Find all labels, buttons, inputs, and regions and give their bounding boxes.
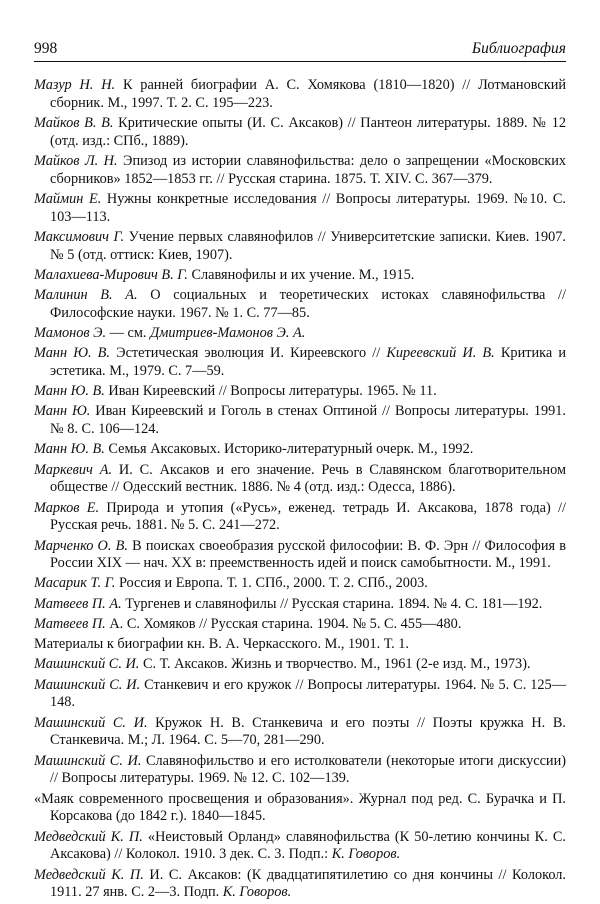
bibliography-entry: [34, 616, 566, 634]
bibliography-entry: [34, 191, 566, 226]
entry-crossref: Дмитриев-Мамонов Э. А.: [150, 324, 306, 341]
entry-text: «Неистовый Орланд» славянофильства (К 50-летию кончины К. С. Аксакова) // Колокол. 1910. 3 дек. С. 3. Подп.:: [50, 828, 566, 863]
entry-author: Мамонов Э.: [34, 324, 107, 341]
running-header: [34, 40, 566, 58]
entry-text: Критические опыты (И. С. Аксаков) // Пантеон литературы. 1889. № 12 (отд. изд.: СПб., 1889).: [50, 114, 566, 149]
entry-author: Малинин В. А.: [34, 287, 138, 304]
entry-text-tail: Критика и эстетика. М., 1979. С. 7—59.: [50, 345, 566, 379]
bibliography-entry: [34, 441, 566, 459]
entry-author: Машинский С. И.: [34, 714, 148, 731]
entry-author: Малахиева-Мирович В. Г.: [34, 266, 188, 283]
entry-text: И. С. Аксаков и его значение. Речь в Славянском благотворительном обществе // Одесский вестник. 1886. № 4 (отд. изд.: Одесса, 1886).: [50, 461, 566, 496]
bibliography-entry: [34, 267, 566, 285]
bibliography-entry: [34, 753, 566, 788]
entry-author: Машинский С. И.: [34, 676, 141, 693]
bibliography-entry: [34, 715, 566, 750]
entry-author: Машинский С. И.: [34, 752, 142, 769]
entry-text: Нужны конкретные исследования // Вопросы литературы. 1969. №10. С. 103—113.: [50, 190, 566, 225]
entry-author: Матвеев П. А.: [34, 595, 122, 612]
entry-text: Эпизод из истории славянофильства: дело о запрещении «Московских сборников» 1852—1853 гг. // Русская старина. 1875. Т. XIV. С. 367—379.: [50, 152, 566, 187]
entry-author: Манн Ю. В.: [34, 441, 105, 458]
entry-author: Маймин Е.: [34, 190, 102, 207]
entry-text: А. С. Хомяков // Русская старина. 1904. № 5. С. 455—480.: [105, 615, 462, 632]
bibliography-entry: [34, 500, 566, 535]
entry-text: «Маяк современного просвещения и образования». Журнал под ред. С. Бурачка и П. Корсакова (до 1842 г.). 1840—1845.: [34, 790, 566, 825]
bibliography-entry: [34, 77, 566, 112]
entry-author: Манн Ю. В.: [34, 345, 110, 362]
entry-author: Марченко О. В.: [34, 537, 128, 554]
entry-text: С. Т. Аксаков. Жизнь и творчество. М., 1961 (2-е изд. М., 1973).: [139, 656, 531, 673]
entry-text: В поисках своеобразия русской философии: В. Ф. Эрн // Философия в России XIX — нач. XX в: преемственность идей и поиск самобытности. М., 1991.: [50, 537, 566, 572]
entry-author: Медведский К. П.: [34, 866, 144, 883]
entry-text: К ранней биографии А. С. Хомякова (1810—1820) // Лотмановский сборник. М., 1997. Т. 2. С. 195—223.: [50, 77, 566, 111]
entry-text: Материалы к биографии кн. В. А. Черкасского. М., 1901. Т. 1.: [34, 636, 409, 653]
bibliography-list: [34, 77, 566, 904]
entry-text: Россия и Европа. Т. 1. СПб., 2000. Т. 2. СПб., 2003.: [115, 575, 428, 592]
entry-author: Матвеев П.: [34, 615, 106, 632]
bibliography-entry: [34, 636, 566, 654]
bibliography-entry: [34, 829, 566, 864]
bibliography-entry: [34, 325, 566, 343]
bibliography-entry: [34, 229, 566, 264]
page-number: 998: [34, 40, 58, 57]
entry-author: Марков Е.: [34, 499, 100, 516]
entry-text: Природа и утопия («Русь», еженед. тетрадь И. Аксакова, 1878 года) // Русская речь. 1881. № 5. С. 241—272.: [50, 499, 566, 534]
entry-author: Маркевич А.: [34, 461, 113, 478]
entry-author: Манн Ю.: [34, 403, 91, 420]
entry-text: О социальных и теоретических истоках славянофильства // Философские науки. 1967. № 1. С. 77—85.: [50, 287, 566, 321]
bibliography-entry: [34, 575, 566, 593]
entry-text: — см.: [106, 324, 151, 341]
entry-text: Кружок Н. В. Станкевича и его поэты // Поэты кружка Н. В. Станкевича. М.; Л. 1964. С. 5—70, 281—290.: [50, 714, 566, 749]
entry-author: Майков Л. Н.: [34, 152, 118, 169]
entry-signature: К. Говоров.: [222, 884, 292, 901]
entry-editor: Киреевский И. В.: [386, 345, 495, 362]
bibliography-entry: [34, 596, 566, 614]
entry-text: Иван Киреевский и Гоголь в стенах Оптиной // Вопросы литературы. 1991. № 8. С. 106—124.: [50, 403, 566, 438]
bibliography-entry: [34, 462, 566, 497]
bibliography-entry: [34, 115, 566, 150]
bibliography-entry: [34, 656, 566, 674]
header-rule: [34, 61, 566, 62]
entry-text: Славянофильство и его истолкователи (некоторые итоги дискуссии) // Вопросы литературы. 1969. № 12. С. 102—139.: [50, 752, 566, 787]
entry-author: Масарик Т. Г.: [34, 575, 116, 592]
entry-signature: К. Говоров.: [331, 846, 401, 863]
section-title: Библиография: [471, 40, 566, 57]
bibliography-entry: [34, 383, 566, 401]
bibliography-entry: [34, 538, 566, 573]
entry-author: Машинский С. И.: [34, 656, 140, 673]
bibliography-entry: [34, 287, 566, 322]
entry-text: Эстетическая эволюция И. Киреевского //: [109, 345, 387, 362]
entry-author: Майков В. В.: [34, 114, 114, 131]
entry-text: Семья Аксаковых. Историко-литературный очерк. М., 1992.: [104, 441, 474, 458]
entry-text: Славянофилы и их учение. М., 1915.: [187, 266, 415, 283]
entry-text: Тургенев и славянофилы // Русская старина. 1894. № 4. С. 181—192.: [121, 595, 543, 612]
entry-author: Манн Ю. В.: [34, 383, 105, 400]
bibliography-entry: [34, 345, 566, 380]
entry-text: Иван Киреевский // Вопросы литературы. 1965. № 11.: [104, 383, 437, 400]
bibliography-entry: [34, 791, 566, 826]
entry-text: Учение первых славянофилов // Университетские записки. Киев. 1907. № 5 (отд. оттиск: Киев, 1907).: [50, 228, 566, 263]
entry-text: Станкевич и его кружок // Вопросы литературы. 1964. № 5. С. 125—148.: [50, 676, 566, 711]
bibliography-entry: [34, 677, 566, 712]
bibliography-entry: [34, 403, 566, 438]
entry-text: И. С. Аксаков: (К двадцатипятилетию со дня кончины // Колокол. 1911. 27 янв. С. 2—3. Подп.: [50, 866, 566, 901]
entry-author: Максимович Г.: [34, 228, 125, 245]
entry-author: Мазур Н. Н.: [34, 77, 116, 93]
bibliography-entry: [34, 153, 566, 188]
entry-author: Медведский К. П.: [34, 828, 143, 845]
